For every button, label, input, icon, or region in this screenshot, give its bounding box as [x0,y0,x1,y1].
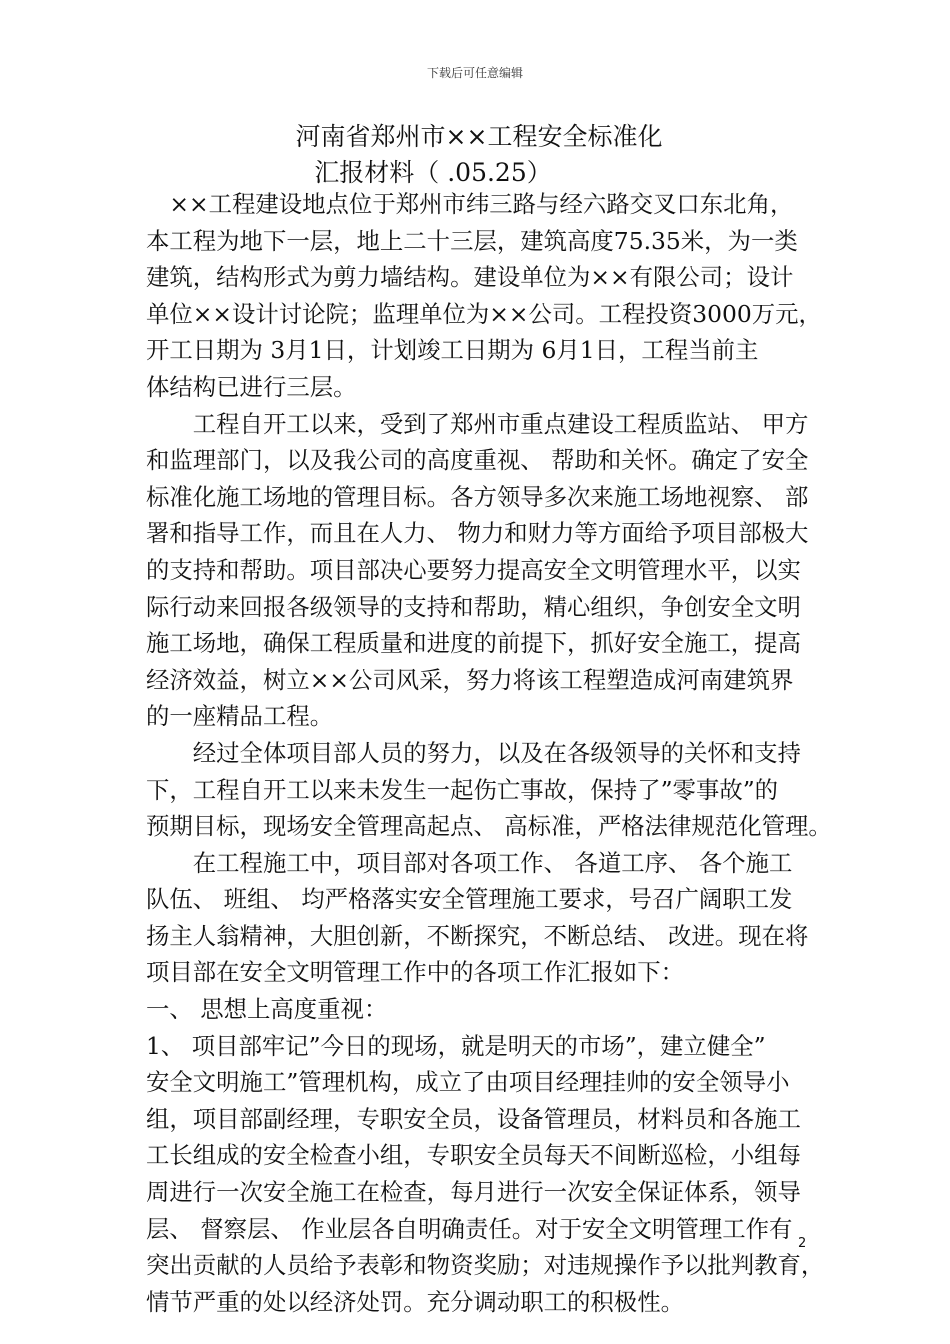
body-line: 单位××设计讨论院；监理单位为××公司。工程投资3000万元， [146,299,822,328]
body-line: 工程自开工以来，受到了郑州市重点建设工程质监站、 甲方 [146,409,809,438]
body-line: 1、 项目部牢记”今日的现场，就是明天的市场”，建立健全” [146,1031,766,1060]
body-line: 项目部在安全文明管理工作中的各项工作汇报如下： [146,958,684,987]
body-line: 本工程为地下一层，地上二十三层，建筑高度75.35米，为一类 [146,226,798,255]
body-line: 预期目标，现场安全管理高起点、 高标准，严格法律规范化管理。 [146,812,832,841]
body-line: 情节严重的处以经济处罚。充分调动职工的积极性。 [146,1287,684,1316]
body-line: 际行动来回报各级领导的支持和帮助，精心组织，争创安全文明 [146,592,801,621]
body-line: 一、 思想上高度重视： [146,995,388,1024]
body-line: 署和指导工作，而且在人力、 物力和财力等方面给予项目部极大 [146,519,809,548]
body-line: 下，工程自开工以来未发生一起伤亡事故，保持了”零事故”的 [146,775,779,804]
header-note: 下载后可任意编辑 [426,66,523,80]
body-line: 施工场地，确保工程质量和进度的前提下，抓好安全施工，提高 [146,629,801,658]
body-line: 和监理部门，以及我公司的高度重视、 帮助和关怀。确定了安全 [146,446,809,475]
body-line: 安全文明施工”管理机构，成立了由项目经理挂帅的安全领导小 [146,1068,790,1097]
body-line: 经过全体项目部人员的努力，以及在各级领导的关怀和支持 [146,738,801,767]
body-line: 标准化施工场地的管理目标。各方领导多次来施工场地视察、 部 [146,482,809,511]
body-line: 层、 督察层、 作业层各自明确责任。对于安全文明管理工作有 [146,1214,793,1243]
body-line: 的支持和帮助。项目部决心要努力提高安全文明管理水平，以实 [146,555,801,584]
body-line: 扬主人翁精神，大胆创新，不断探究，不断总结、 改进。现在将 [146,921,809,950]
body-line: ××工程建设地点位于郑州市纬三路与经六路交叉口东北角， [146,190,794,218]
body-line: 队伍、 班组、 均严格落实安全管理施工要求，号召广阔职工发 [146,885,793,914]
body-line: 的一座精品工程。 [146,702,334,731]
page-number: 2 [798,1236,807,1251]
document-title: 河南省郑州市××工程安全标准化 [295,122,663,151]
body-line: 组，项目部副经理，专职安全员，设备管理员，材料员和各施工 [146,1104,801,1133]
body-line: 建筑，结构形式为剪力墙结构。建设单位为××有限公司；设计 [146,263,794,292]
body-line: 开工日期为 3月1日，计划竣工日期为 6月1日，工程当前主 [146,336,759,365]
body-line: 经济效益，树立××公司风采，努力将该工程塑造成河南建筑界 [146,665,794,694]
body-line: 在工程施工中，项目部对各项工作、 各道工序、 各个施工 [146,848,793,877]
document-subtitle: 汇报材料（ .05.25） [314,158,552,187]
body-text [146,186,832,1320]
body-line: 体结构已进行三层。 [146,372,357,401]
body-line: 周进行一次安全施工在检查，每月进行一次安全保证体系，领导 [146,1178,801,1207]
body-line: 突出贡献的人员给予表彰和物资奖励；对违规操作予以批判教育， [146,1251,825,1280]
body-line: 工长组成的安全检查小组，专职安全员每天不间断巡检，小组每 [146,1141,801,1170]
